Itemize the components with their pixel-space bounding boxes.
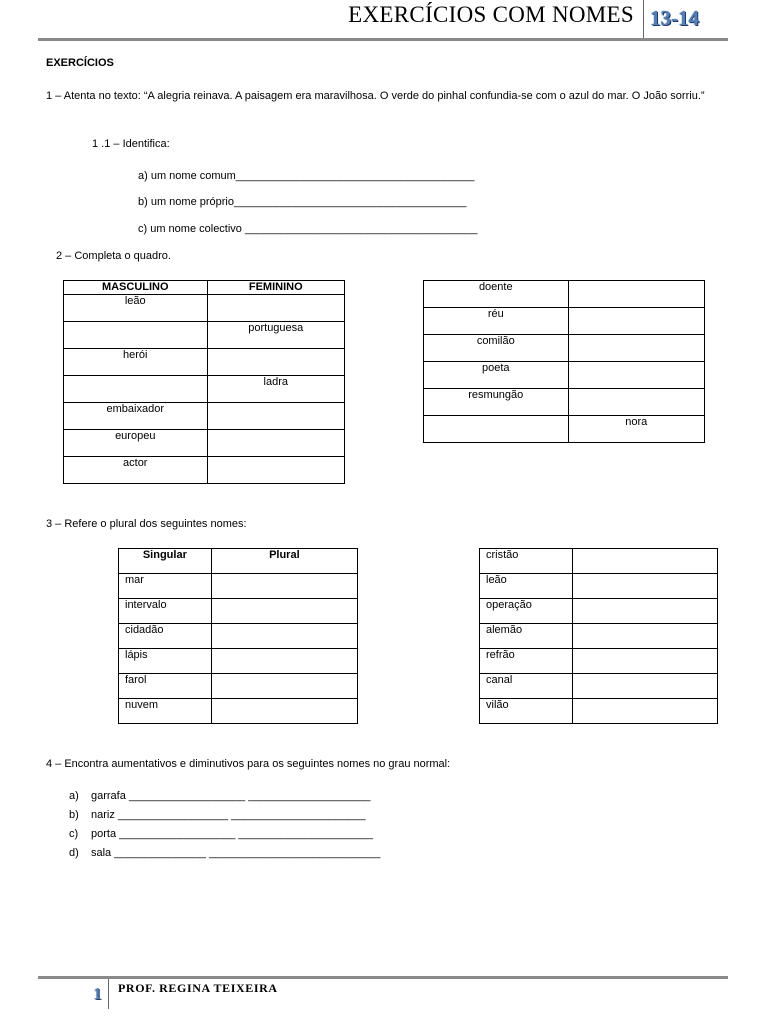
table-row [480,699,718,724]
answer-cell[interactable] [207,430,344,457]
question-2-text: 2 – Completa o quadro. [56,250,171,262]
answer-cell[interactable] [572,549,717,574]
table-cell: portuguesa [207,322,344,349]
table-row [64,349,345,376]
table-cell: europeu [64,430,208,457]
column-header: Plural [211,549,357,574]
question-3-text: 3 – Refere o plural dos seguintes nomes: [46,518,247,530]
page-number: 1 [93,984,102,1003]
question-4-item-c: c) porta ___________________ ______________________ [69,828,374,840]
table-cell: resmungão [424,389,569,416]
table-row [64,376,345,403]
table-cell: comilão [424,335,569,362]
table-row [64,322,345,349]
table-cell: canal [480,674,573,699]
footer-rule [38,976,728,979]
table-row [480,674,718,699]
author-name: PROF. REGINA TEIXEIRA [118,981,278,995]
section-title: EXERCÍCIOS [46,57,114,69]
table-row [64,430,345,457]
column-header: FEMININO [207,281,344,295]
table-cell: doente [424,281,569,308]
table-cell: nuvem [119,699,212,724]
answer-cell[interactable] [211,574,357,599]
table-row [424,335,705,362]
school-year: 13-14 [650,6,699,30]
table-cell: herói [64,349,208,376]
table-row [119,699,358,724]
table-cell: refrão [480,649,573,674]
answer-cell[interactable] [568,362,704,389]
table-row [424,416,705,443]
answer-cell[interactable] [568,281,704,308]
question-4-item-a: a) garrafa ___________________ ____________________ [69,790,371,802]
table-cell: intervalo [119,599,212,624]
table-cell: nora [568,416,704,443]
table-row [424,362,705,389]
answer-cell[interactable] [211,599,357,624]
table-row [119,624,358,649]
answer-cell[interactable] [568,308,704,335]
question-4-item-d: d) sala _______________ ____________________________ [69,847,381,859]
gender-table-right [423,280,705,443]
table-cell: leão [64,295,208,322]
table-cell: alemão [480,624,573,649]
table-cell: mar [119,574,212,599]
answer-cell[interactable] [424,416,569,443]
question-1-a: a) um nome comum_______________________________________ [138,170,475,182]
table-cell: cristão [480,549,573,574]
answer-cell[interactable] [568,335,704,362]
answer-cell[interactable] [211,699,357,724]
answer-cell[interactable] [572,649,717,674]
table-cell: cidadão [119,624,212,649]
question-1-1: 1 .1 – Identifica: [92,138,170,150]
table-row [424,281,705,308]
answer-cell[interactable] [568,389,704,416]
table-cell: vilão [480,699,573,724]
question-1-c: c) um nome colectivo ______________________________________ [138,223,478,235]
table-row [119,674,358,699]
answer-cell[interactable] [572,674,717,699]
gender-table-left [63,280,345,484]
answer-cell[interactable] [207,403,344,430]
column-header: MASCULINO [64,281,208,295]
table-cell: lápis [119,649,212,674]
table-row [119,574,358,599]
header-divider [643,0,644,38]
footer-divider [108,979,109,1009]
page-header-title: EXERCÍCIOS COM NOMES [348,2,634,27]
answer-cell[interactable] [572,699,717,724]
table-cell: ladra [207,376,344,403]
table-cell: actor [64,457,208,484]
answer-cell[interactable] [207,457,344,484]
answer-cell[interactable] [207,349,344,376]
answer-cell[interactable] [211,649,357,674]
table-cell: réu [424,308,569,335]
table-cell: leão [480,574,573,599]
answer-cell[interactable] [64,376,208,403]
table-cell: farol [119,674,212,699]
question-4-text: 4 – Encontra aumentativos e diminutivos para os seguintes nomes no grau normal: [46,758,451,770]
answer-cell[interactable] [572,624,717,649]
table-row [480,649,718,674]
plural-table-right [479,548,718,724]
table-row [64,295,345,322]
answer-cell[interactable] [207,295,344,322]
table-row [64,457,345,484]
table-row [480,599,718,624]
table-row [424,389,705,416]
question-4-item-b: b) nariz __________________ ______________________ [69,809,366,821]
plural-table-left [118,548,358,724]
answer-cell[interactable] [64,322,208,349]
answer-cell[interactable] [572,574,717,599]
table-row [119,599,358,624]
table-cell: poeta [424,362,569,389]
question-1-text: 1 – Atenta no texto: “A alegria reinava. A paisagem era maravilhosa. O verde do pinhal confundia-se com o azul do mar. O João sorriu.” [46,90,705,102]
question-1-b: b) um nome próprio______________________________________ [138,196,467,208]
table-row [64,403,345,430]
table-row [424,308,705,335]
answer-cell[interactable] [572,599,717,624]
column-header: Singular [119,549,212,574]
header-rule [38,38,728,41]
table-cell: embaixador [64,403,208,430]
table-row [119,649,358,674]
table-row [480,574,718,599]
answer-cell[interactable] [211,674,357,699]
answer-cell[interactable] [211,624,357,649]
table-cell: operação [480,599,573,624]
table-row [480,624,718,649]
table-row [480,549,718,574]
